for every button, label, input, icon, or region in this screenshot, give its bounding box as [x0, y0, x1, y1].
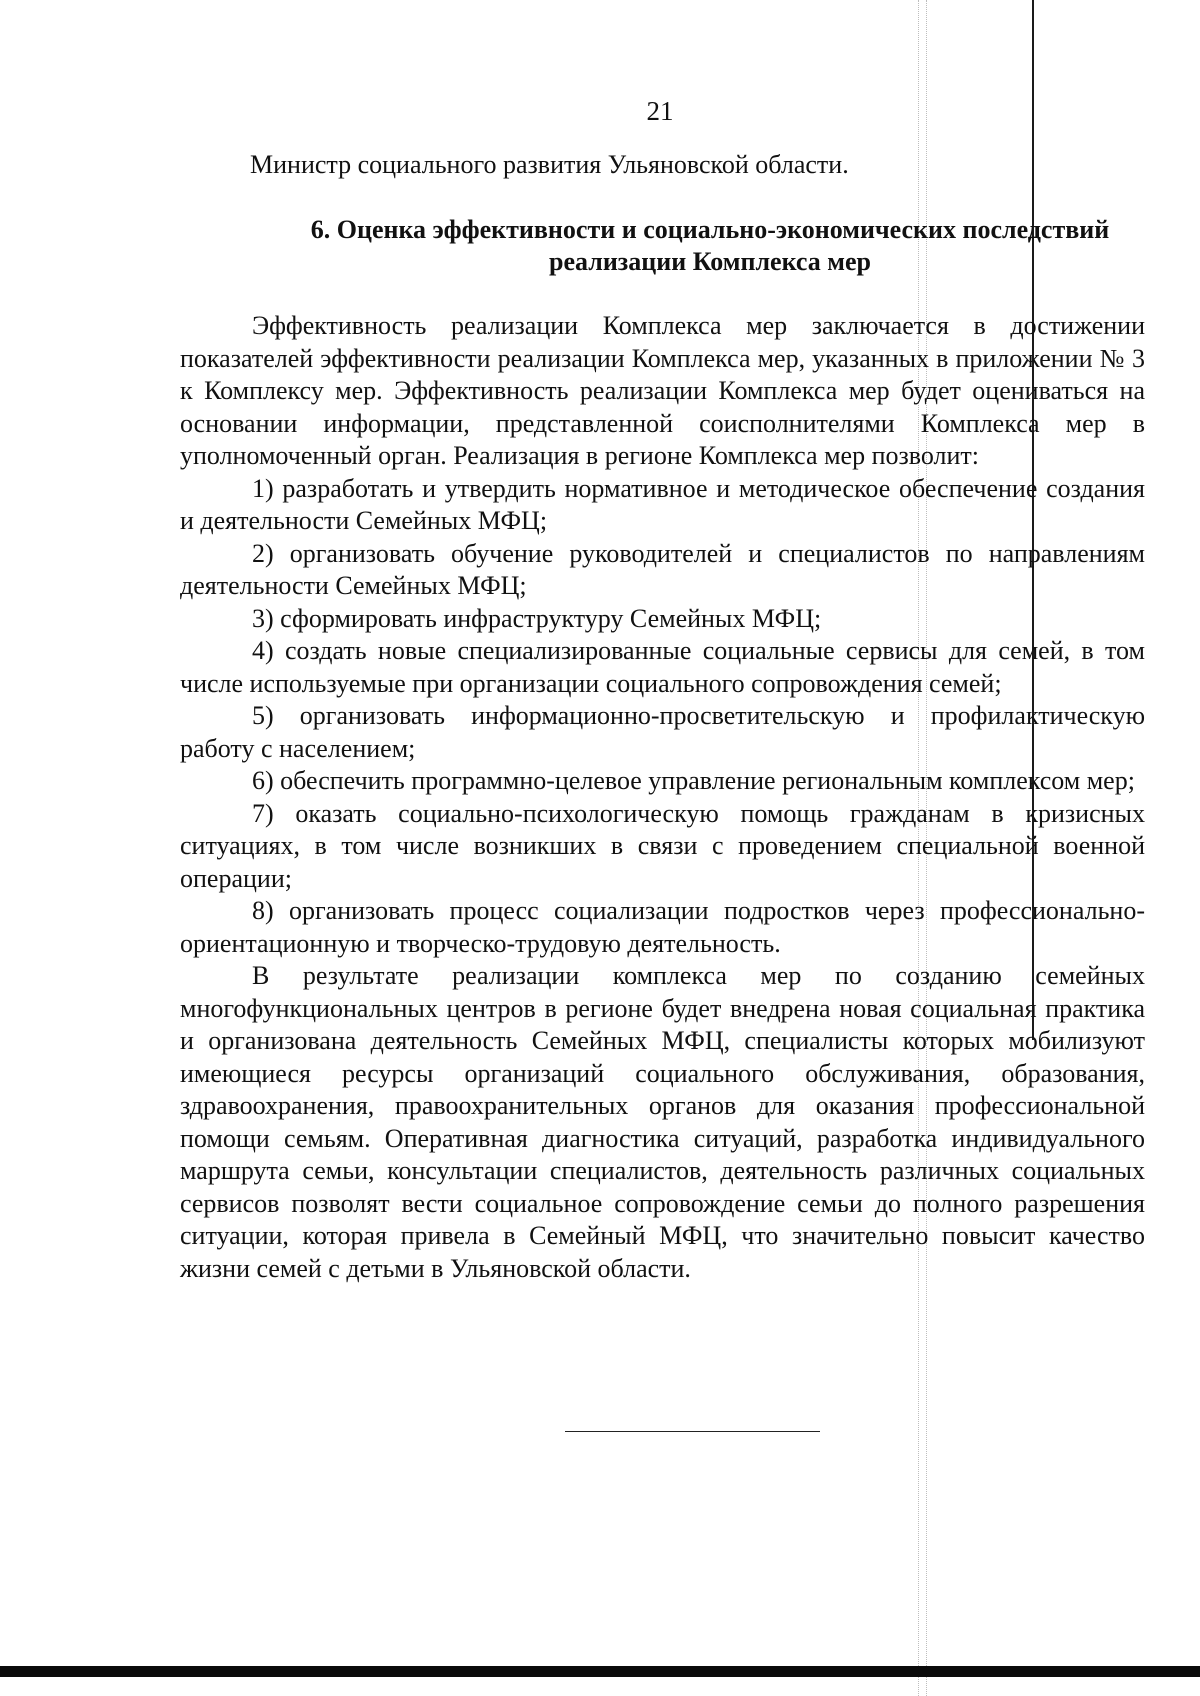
list-item-2: 2) организовать обучение руководителей и специалистов по направлениям деятельности Семейных МФЦ; — [180, 538, 1145, 600]
list-item-7: 7) оказать социально-психологическую помощь гражданам в кризисных ситуациях, в том числе возникших в связи с проведением специальной военной операции; — [180, 798, 1145, 893]
page-number: 21 — [646, 96, 674, 126]
section-heading — [230, 214, 1190, 278]
minister-line: Министр социального развития Ульяновской области. — [250, 150, 849, 179]
closing-rule — [565, 1431, 820, 1432]
heading-line-2: реализации Комплекса мер — [549, 247, 871, 276]
list-item-3: 3) сформировать инфраструктуру Семейных МФЦ; — [252, 603, 822, 633]
body-text — [180, 310, 1145, 1285]
paragraph-conclusion: В результате реализации комплекса мер по созданию семейных многофункциональных центров в регионе будет внедрена новая социальная практика и организована деятельность Семейных МФЦ, специалисты которых мобилизуют имеющиеся ресурсы организаций социального обслуживания, образования, здравоохранения, правоохранительных органов для оказания профессиональной помощи семьям. Оперативная диагностика ситуаций, разработка индивидуального маршрута семьи, консультации специалистов, деятельность различных социальных сервисов позволят вести социальное сопровождение семьи до полного разрешения ситуации, которая привела в Семейный МФЦ, что значительно повысит качество жизни семей с детьми в Ульяновской области. — [180, 961, 1145, 1283]
list-item-1: 1) разработать и утвердить нормативное и методическое обеспечение создания и деятельности Семейных МФЦ; — [180, 473, 1145, 535]
heading-line-1: 6. Оценка эффективности и социально-экономических последствий — [310, 215, 1110, 244]
list-item-8: 8) организовать процесс социализации подростков через профессионально-ориентационную и творческо-трудовую деятельность. — [180, 896, 1145, 958]
list-item-5: 5) организовать информационно-просветительскую и профилактическую работу с населением; — [180, 701, 1145, 763]
list-item-4: 4) создать новые специализированные социальные сервисы для семей, в том числе используемые при организации социального сопровождения семей; — [180, 636, 1145, 698]
paragraph-intro: Эффективность реализации Комплекса мер заключается в достижении показателей эффективности реализации Комплекса мер, указанных в приложении № 3 к Комплексу мер. Эффективность реализации Комплекса мер будет оцениваться на основании информации, представленной соисполнителями Комплекса мер в уполномоченный орган. Реализация в регионе Комплекса мер позволит: — [180, 311, 1145, 470]
list-item-6: 6) обеспечить программно-целевое управление региональным комплексом мер; — [252, 766, 1135, 795]
bottom-scan-bar — [0, 1666, 1200, 1677]
